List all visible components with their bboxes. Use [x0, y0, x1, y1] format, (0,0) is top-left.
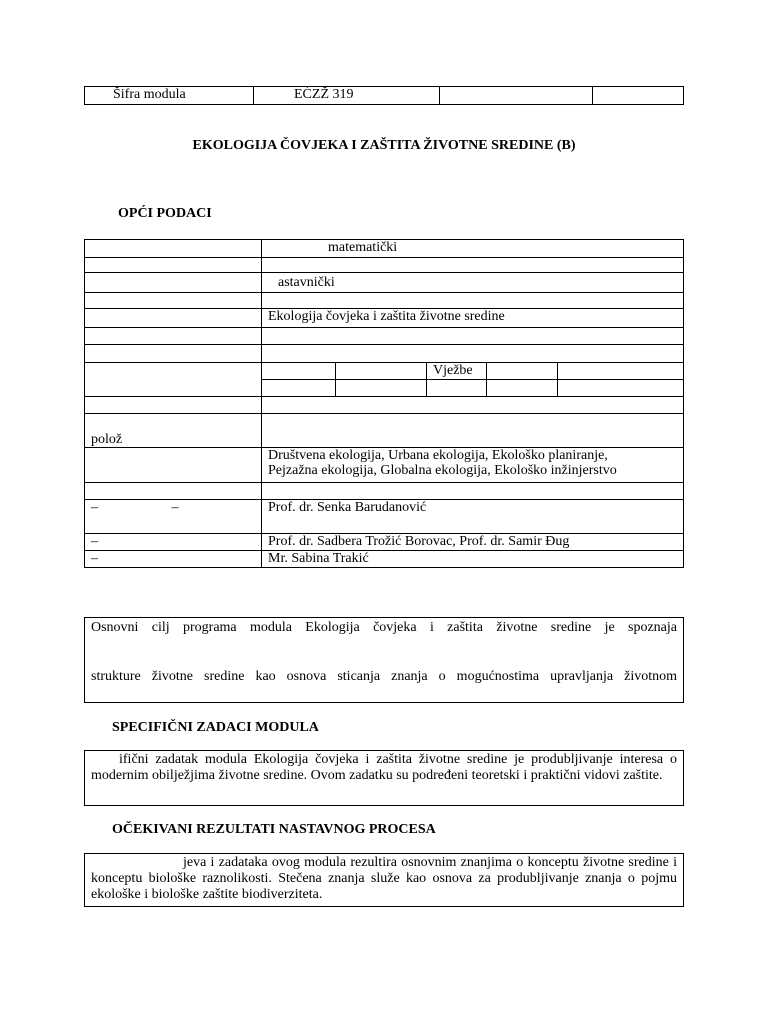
related-modules-line2: Pejzažna ekologija, Globalna ekologija, Ekološko inžinjerstvo [268, 463, 617, 478]
results-heading: OČEKIVANI REZULTATI NASTAVNOG PROCESA [112, 822, 436, 837]
row-faculty: matematički [262, 240, 684, 258]
goal-line-2: strukture životne sredine kao osnova sticanja znanja o mogućnostima upravljanja životnom [91, 669, 677, 684]
dash-3: – [85, 534, 262, 551]
module-code-col3 [440, 87, 593, 105]
module-code-table [84, 86, 684, 105]
row-prerequisite-label: polož [85, 414, 262, 448]
dash-1: – [91, 500, 98, 515]
goal-box [84, 617, 684, 703]
row-assistant: Mr. Sabina Trakić [262, 551, 684, 568]
tasks-heading: SPECIFIČNI ZADACI MODULA [112, 720, 319, 735]
module-code-col4 [593, 87, 684, 105]
row-related-modules [262, 448, 684, 483]
goal-line-1: Osnovni cilj programa modula Ekologija čovjeka i zaštita životne sredine je spoznaja [91, 620, 677, 635]
dash-2: – [171, 500, 179, 515]
dash-4: – [85, 551, 262, 568]
related-modules-line1: Društvena ekologija, Urbana ekologija, Ekološko planiranje, [268, 448, 608, 463]
general-info-table [84, 239, 684, 568]
tasks-box: ifični zadatak modula Ekologija čovjeka i zaštita životne sredine je produbljivanje interesa o modernim obilježjima životne sredine. Ovom zadatku su podređeni teoretski i praktični vidovi zaštite. [84, 750, 684, 806]
row-module-name: Ekologija čovjeka i zaštita životne sredine [262, 309, 684, 328]
vjezbe-label: Vježbe [427, 363, 487, 380]
row-lecturer-label [85, 500, 262, 534]
row-coteachers: Prof. dr. Sadbera Trožić Borovac, Prof. dr. Samir Đug [262, 534, 684, 551]
row-lecturer: Prof. dr. Senka Barudanović [262, 500, 684, 534]
results-box: jeva i zadataka ovog modula rezultira osnovnim znanjima o konceptu životne sredine i konceptu biološke raznolikosti. Stečena znanja služe kao osnova za produbljivanje znanja o pojmu ekološke i biološke zaštite biodiverziteta. [84, 853, 684, 907]
row-study-type: astavnički [262, 273, 684, 293]
module-code-label: Šifra modula [85, 87, 254, 105]
module-code-value: EĆZŽ 319 [254, 87, 440, 105]
document-title: EKOLOGIJA ČOVJEKA I ZAŠTITA ŽIVOTNE SREDINE (B) [192, 138, 576, 153]
general-heading: OPĆI PODACI [118, 206, 212, 221]
